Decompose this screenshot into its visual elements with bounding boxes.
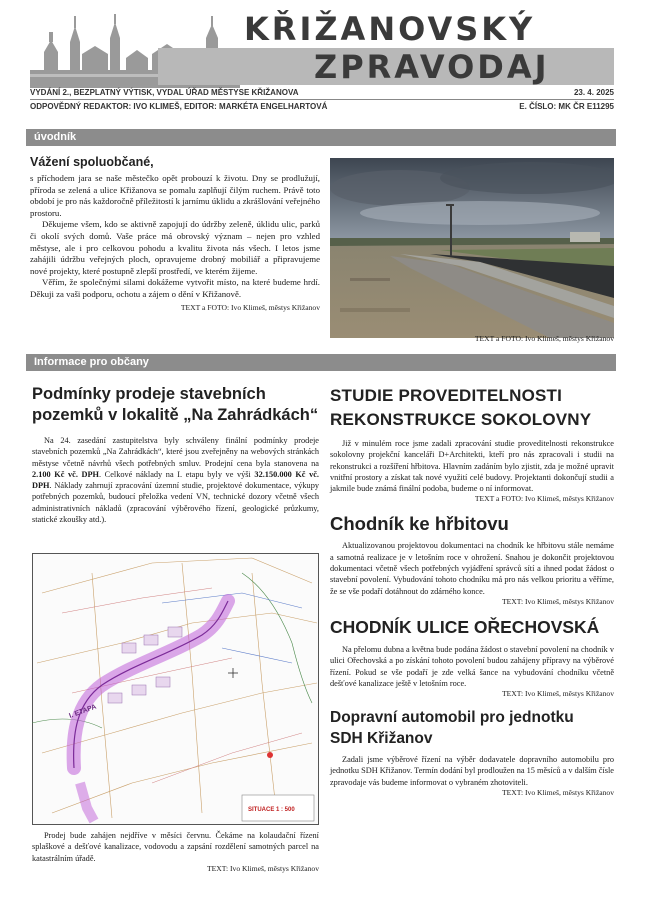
sokolovna-paragraph: Již v minulém roce jsme zadali zpracování studie proveditelnosti rekonstrukce sokolovny projekční kanceláři D+Architekti, kteří pro nás zpracovali i studii na rekonstrukci a rozšíření hřbitova. Hlavním zadáním bylo zjistit, zda je možné upravit vnitřní prostory a získat tak nové využití celé budovy. Projektanti dokončují studii a jakmile bude známá finální podoba, budeme o ní informovat. xyxy=(330,439,614,494)
sokolovna-credit: TEXT a FOTO: Ivo Klimeš, městys Křižanov xyxy=(474,494,614,504)
section-bar-info: Informace pro občany xyxy=(26,354,616,371)
editorial-greeting: Vážení spoluobčané, xyxy=(30,155,154,169)
cemetery-headline: Chodník ke hřbitovu xyxy=(330,513,509,535)
site-plan-map xyxy=(32,553,319,825)
masthead xyxy=(0,0,647,111)
plots-credit: TEXT: Ivo Klimeš, městys Křižanov xyxy=(206,863,319,873)
map-scale-label: SITUACE 1 : 500 xyxy=(248,807,295,813)
editorial-column xyxy=(30,155,320,312)
plots-paragraph: Na 24. zasedání zastupitelstva byly schváleny finální podmínky prodeje stavebních pozemků „Na Zahrádkách“, které jsou zveřejněny na webových stránkách městyse včetně návrhů všech potřebných smluv. Prodejní cena byla stanovena na 2.100 Kč vč. DPH. Celkové náklady na I. etapu byly ve výši 32.150.000 Kč vč. DPH. Náklady zahrnují zpracování územní studie, projektové dokumentace, výkupy potřebných pozemků, budoucí přeložka vedení VN, technické dozory včetně všech administrativních nákladů (zpracování výběrového řízení, geologické průzkumy, statické zkoušky atd.). xyxy=(32,436,319,525)
sokolovna-headline: STUDIE PROVEDITELNOSTI REKONSTRUKCE SOKOLOVNY xyxy=(330,386,592,429)
editorial-paragraph: Děkujeme všem, kdo se aktivně zapojují do údržby zeleně, úklidu ulic, parků či okolí svých domů. Vaše práce má obrovský význam – nejen pro vzhled městyse, ale i pro celkovou pohodu a kvalitu života nás všech. I letos jsme zahájili údržbu veřejných ploch, opravujeme drobný mobiliář a připravujeme nové projekty, které postupně zlepší prostředí, ve kterém žijeme. xyxy=(30,219,320,276)
firetruck-credit: TEXT: Ivo Klimeš, městys Křižanov xyxy=(501,788,614,798)
editors-line: ODPOVĚDNÝ REDAKTOR: IVO KLIMEŠ, EDITOR: MARKÉTA ENGELHARTOVÁ xyxy=(30,102,328,111)
registration-number: E. ČÍSLO: MK ČR E11295 xyxy=(519,102,614,111)
orechovska-credit: TEXT: Ivo Klimeš, městys Křižanov xyxy=(501,689,614,699)
cemetery-credit: TEXT: Ivo Klimeš, městys Křižanov xyxy=(501,596,614,606)
right-column xyxy=(330,384,614,797)
plots-headline: Podmínky prodeje stavebních pozemků v lokalitě „Na Zahrádkách“ xyxy=(32,385,319,424)
orechovska-paragraph: Na přelomu dubna a května bude podána žádost o stavební povolení na chodník v ulici Ořechovská a po získání tohoto povolení budou zahájeny přípravy na výběrové řízení. Pokud se vše podaří je zde velká šance na vybudování chodníku včetně dešťové kanalizace ještě v letošním roce. xyxy=(330,644,614,688)
article-plots xyxy=(32,384,319,525)
firetruck-headline: Dopravní automobil pro jednotku SDH Křižanov xyxy=(330,709,574,748)
newsletter-title-line1: KŘIŽANOVSKÝ xyxy=(244,10,536,48)
editorial-paragraph: Věřím, že společnými silami dokážeme vytvořit místo, na které budeme hrdí. Děkuji za vaši podporu, ochotu a zájem o dění v Křižanově. xyxy=(30,277,320,299)
orechovska-headline: CHODNÍK ULICE OŘECHOVSKÁ xyxy=(330,616,600,637)
editorial-credit: TEXT a FOTO: Ivo Klimeš, městys Křižanov xyxy=(180,302,320,312)
firetruck-paragraph: Zadali jsme výběrové řízení na výběr dodavatele dopravního automobilu pro jednotku SDH Křižanov. Termín dodání byl prodloužen na 15 měsíců a v dalším čísle zpravodaje vás budeme informovat o vybraném zhotoviteli. xyxy=(330,755,614,787)
plots-footer xyxy=(32,830,319,873)
editorial-paragraph: s příchodem jara se naše městečko opět probouzí k životu. Dny se prodlužují, příroda se zelená a ulice Křižanova se pomalu zaplňují čilým ruchem. Právě toto období je pro nás každoročně příležitostí k jarnímu úklidu a zkrášlování veřejného prostoru. xyxy=(30,173,320,218)
cemetery-paragraph: Aktualizovanou projektovou dokumentaci na chodník ke hřbitovu stále nemáme a samotná realizace je v letošním roce v ohrožení. Snahou je dokončit projektovou dokumentaci včetně všech potřebných vyjádření správců sítí a ihned podat žádost o stavební povolení. Vybudování tohoto chodníku má pro nás velkou prioritu a věříme, že se vše podaří dotáhnout do zdárného konce. xyxy=(330,541,614,596)
road-construction-photo xyxy=(330,158,614,338)
issue-info: VYDÁNÍ 2., BEZPLATNÝ VÝTISK, VYDAL ÚŘAD MĚSTYSE KŘIŽANOVA xyxy=(30,88,299,97)
plots-paragraph-2: Prodej bude zahájen nejdříve v měsíci červnu. Čekáme na kolaudační řízení splaškové a dešťové kanalizace, vodovodu a zapsání rozdělení samotných parcel na katastrálním úřadě. xyxy=(32,831,319,863)
issue-date: 23. 4. 2025 xyxy=(573,88,614,97)
map-stage-label: I. ETAPA xyxy=(68,703,98,720)
editorial-photo-credit: TEXT a FOTO: Ivo Klimeš, městys Křižanov xyxy=(474,334,614,343)
section-bar-editorial: úvodník xyxy=(26,129,616,146)
newsletter-title-line2: ZPRAVODAJ xyxy=(314,48,550,86)
header-rule xyxy=(30,99,614,100)
